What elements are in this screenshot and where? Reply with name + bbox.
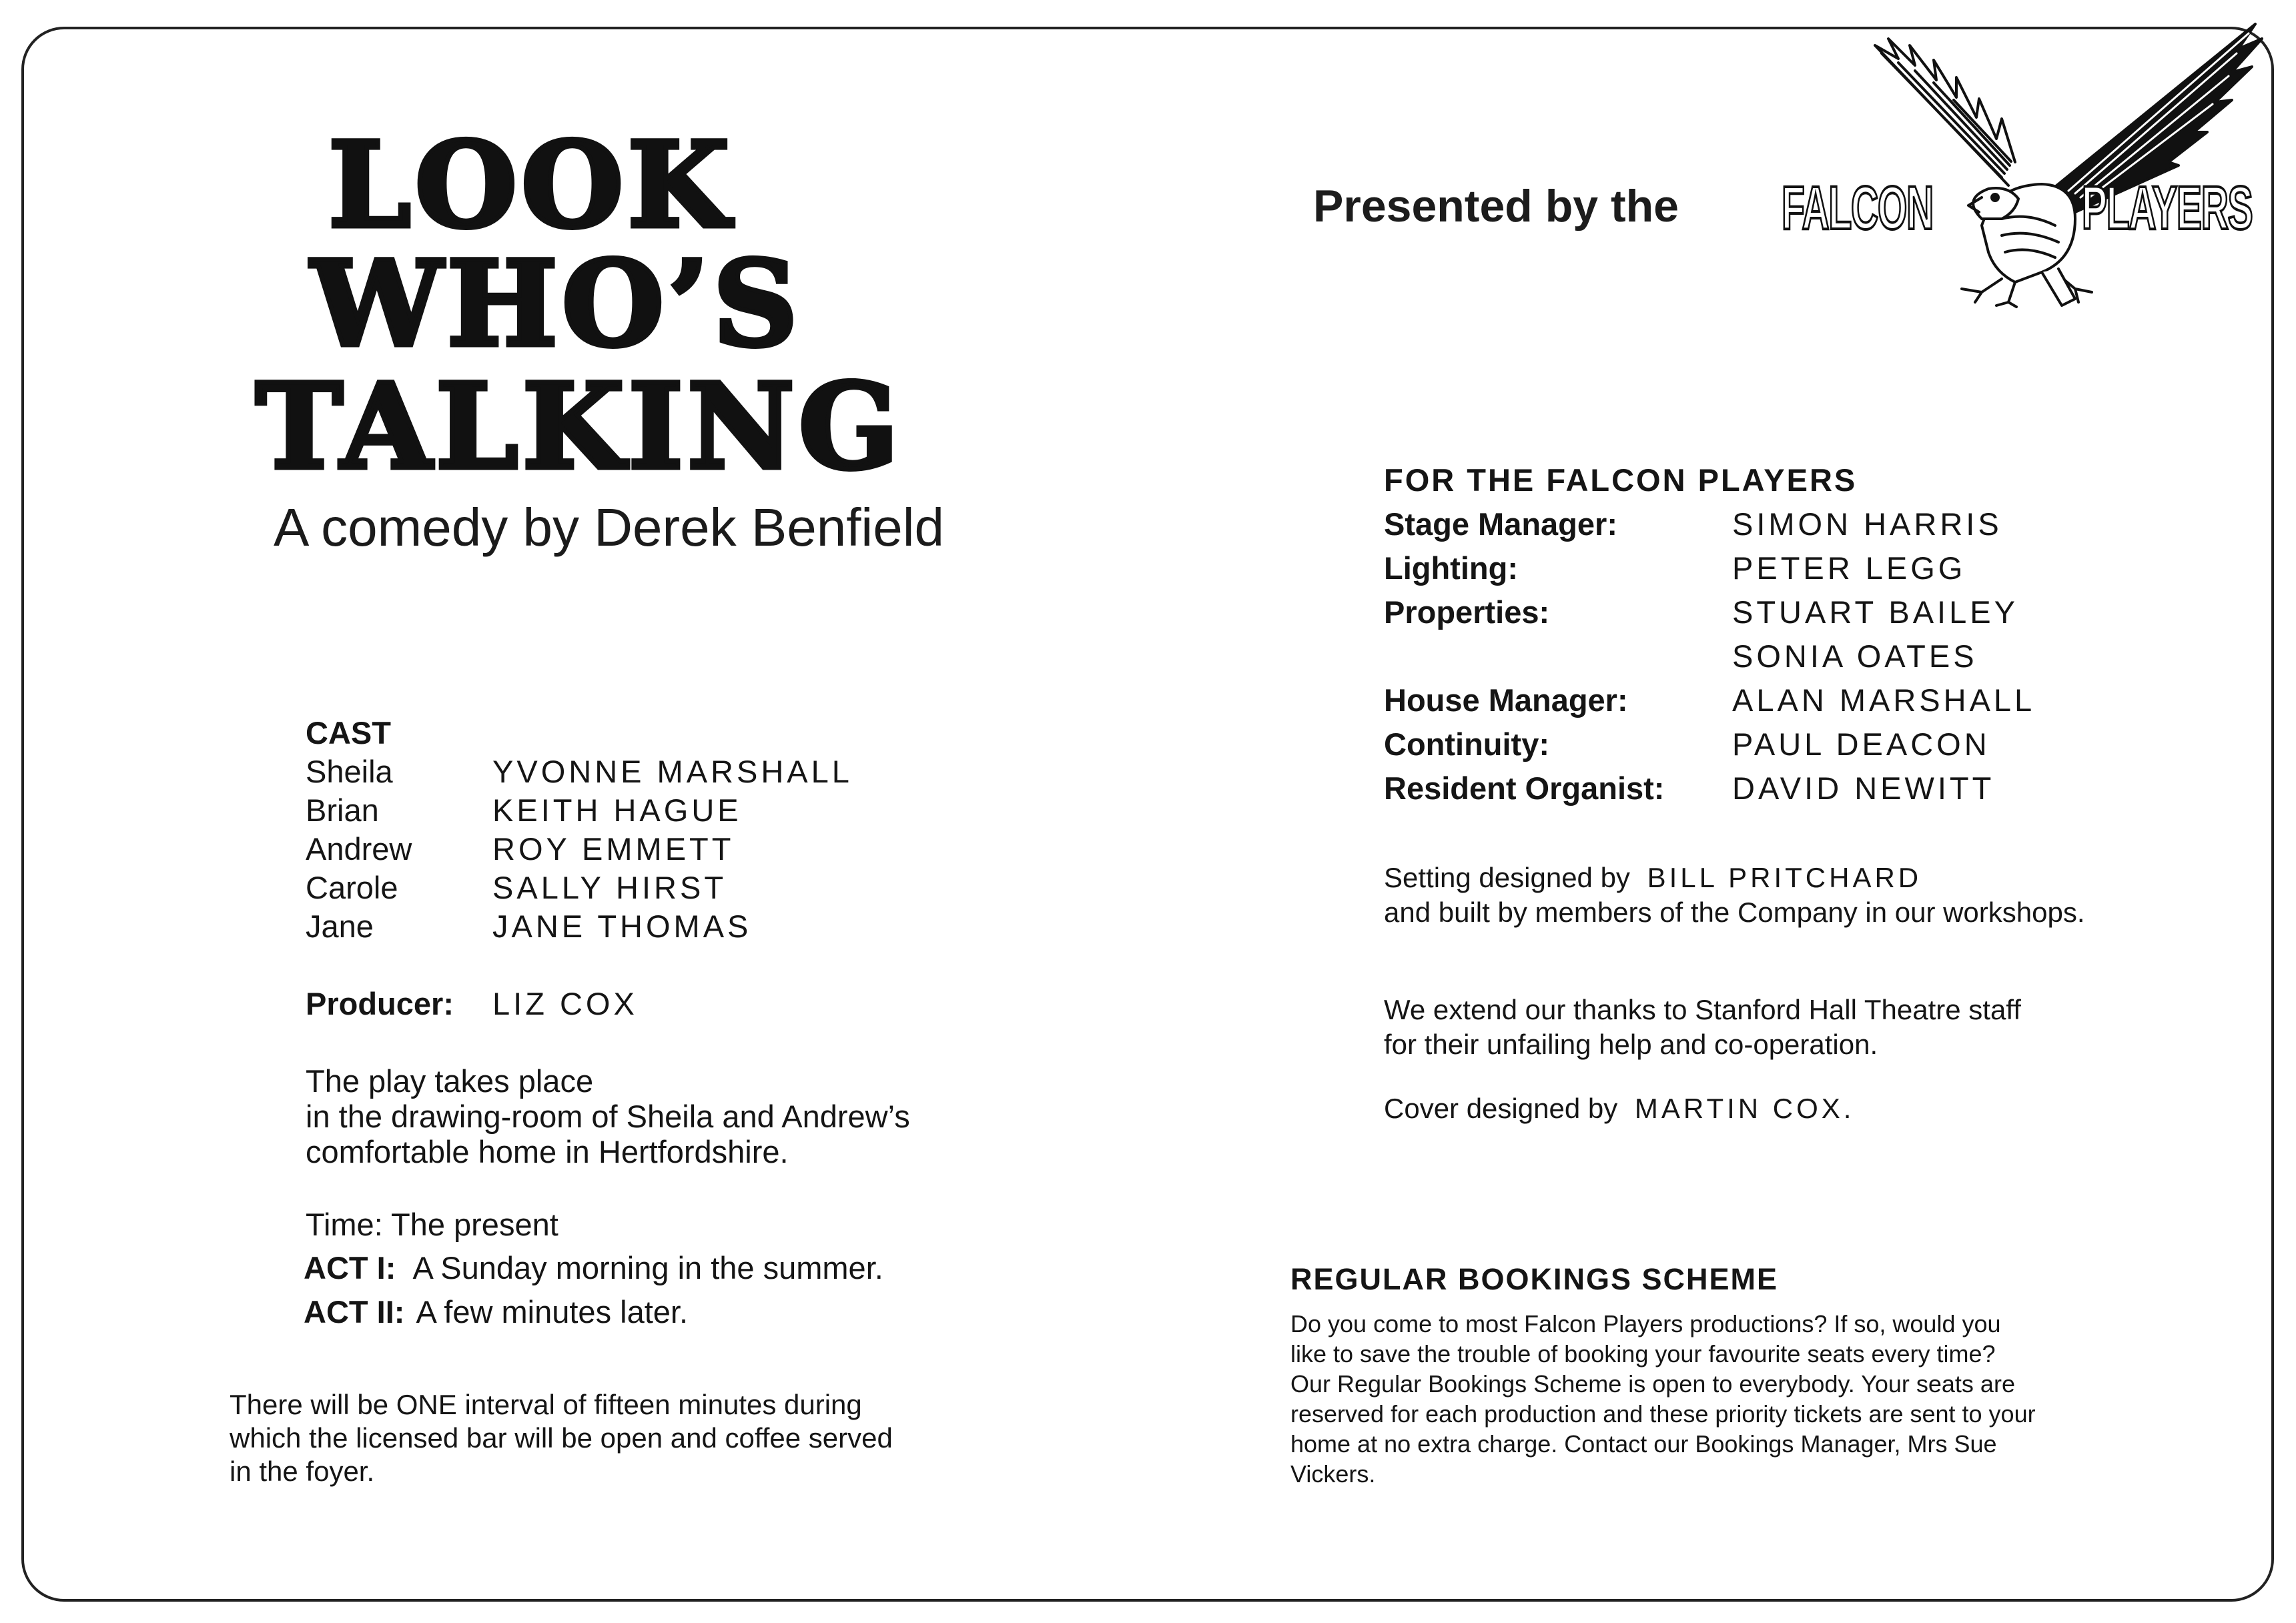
bookings-line: Our Regular Bookings Scheme is open to everybody. Your seats are [1290,1370,2015,1398]
falcon-players-logo [1762,19,2269,312]
interval-line: which the licensed bar will be open and coffee served [230,1422,893,1454]
crew-value: PAUL DEACON [1732,726,1990,762]
crew-value: SONIA OATES [1732,638,1978,674]
thanks-line: for their unfailing help and co-operation. [1384,1029,1878,1060]
crew-label: Continuity: [1384,726,1549,762]
bookings-line: like to save the trouble of booking your favourite seats every time? [1290,1340,1996,1368]
act-label: ACT I: [304,1250,396,1285]
act-text: A few minutes later. [416,1294,689,1329]
bookings-line: Vickers. [1290,1460,1376,1488]
interval-line: There will be ONE interval of fifteen minutes during [230,1389,862,1420]
bookings-line: home at no extra charge. Contact our Bookings Manager, Mrs Sue [1290,1430,1997,1458]
bookings-line: Do you come to most Falcon Players productions? If so, would you [1290,1310,2001,1337]
setting-line: comfortable home in Hertfordshire. [306,1134,789,1169]
presented-by: Presented by the [1313,181,1679,231]
setting-credit-prefix: Setting designed by [1384,862,1630,893]
cast-actor: KEITH HAGUE [492,792,742,828]
crew-value: PETER LEGG [1732,550,1966,586]
crew-value: DAVID NEWITT [1732,770,1995,806]
setting-credit-name: BILL PRITCHARD [1647,862,1922,893]
cast-actor: YVONNE MARSHALL [492,754,853,789]
title-line-1: LOOK [328,116,734,254]
subtitle: A comedy by Derek Benfield [274,498,944,557]
cast-actor: ROY EMMETT [492,831,735,867]
crew-label: Stage Manager: [1384,506,1617,542]
cast-role: Andrew [306,831,412,867]
crew-label: Resident Organist: [1384,770,1665,806]
crew-label: Lighting: [1384,550,1518,586]
cast-actor: JANE THOMAS [492,909,752,944]
setting-line: in the drawing-room of Sheila and Andrew’s [306,1099,910,1134]
bookings-heading: REGULAR BOOKINGS SCHEME [1290,1262,1779,1296]
cast-heading: CAST [306,715,391,750]
cover-credit-prefix: Cover designed by [1384,1093,1618,1124]
cast-actor: SALLY HIRST [492,870,727,905]
cast-role: Sheila [306,754,393,789]
crew-label: House Manager: [1384,682,1628,718]
title-line-3: TALKING [256,358,903,496]
time-line: Time: The present [306,1207,558,1242]
setting-credit-line-1 [1384,861,1922,895]
cast-role: Brian [306,792,379,828]
crew-heading: FOR THE FALCON PLAYERS [1384,462,1858,498]
crew-value: SIMON HARRIS [1732,506,2002,542]
title-line-2: WHO’S [311,235,802,373]
logo-word-left: FALCON [1782,174,1934,242]
crew-label: Properties: [1384,594,1550,630]
bookings-line: reserved for each production and these priority tickets are sent to your [1290,1400,2036,1428]
falcon-icon [1762,19,2269,312]
setting-line: The play takes place [306,1063,594,1099]
crew-value: STUART BAILEY [1732,594,2018,630]
act-2 [304,1293,688,1331]
act-1 [304,1249,883,1287]
logo-word-right: PLAYERS [2082,174,2253,242]
producer-label: Producer: [306,986,454,1021]
setting-credit-line-2: and built by members of the Company in our workshops. [1384,897,2085,928]
cast-role: Carole [306,870,398,905]
act-label: ACT II: [304,1294,405,1329]
cover-credit-name: MARTIN COX. [1634,1093,1855,1124]
act-text: A Sunday morning in the summer. [412,1250,883,1285]
interval-line: in the foyer. [230,1456,375,1487]
crew-value: ALAN MARSHALL [1732,682,2036,718]
producer-name: LIZ COX [492,986,638,1021]
cover-credit [1384,1091,1854,1126]
thanks-line: We extend our thanks to Stanford Hall Theatre staff [1384,994,2021,1025]
cast-role: Jane [306,909,374,944]
